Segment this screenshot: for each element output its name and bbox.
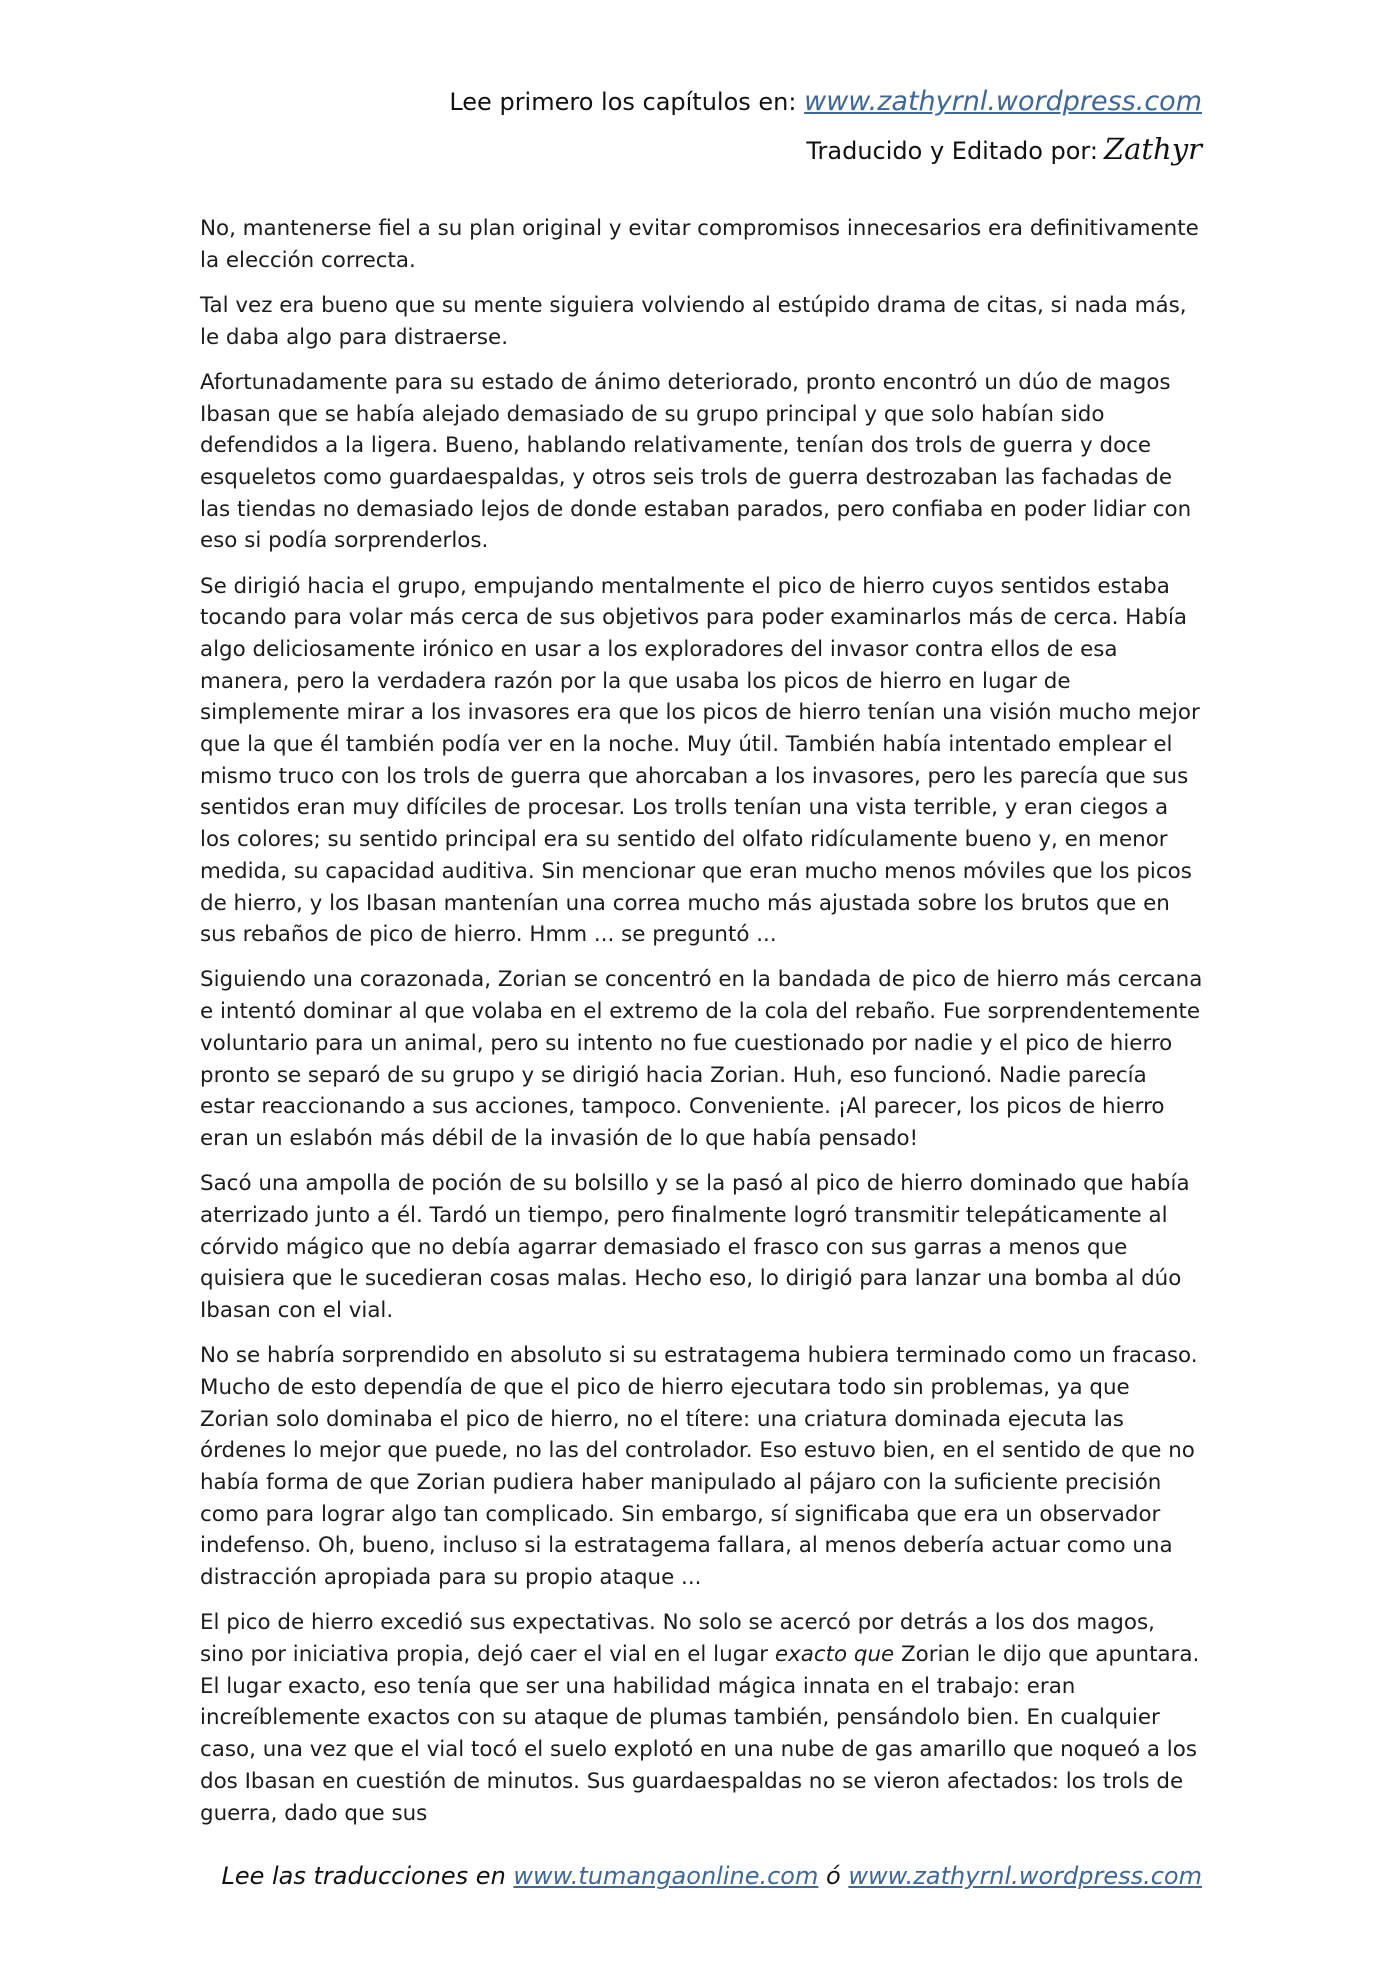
header-credits-label: Traducido y Editado por: — [806, 137, 1098, 165]
paragraph-8-emphasis: exacto que — [774, 1642, 895, 1668]
paragraph-8-part-2: Zorian le dijo que apuntara. El lugar exacto, eso tenía que ser una habilidad mágica innata en el trabajo: eran increíblemente exactos con su ataque de plumas también, pensándolo bien. En cualquier caso, una vez que el vial tocó el suelo explotó en una nube de gas amarillo que noqueó a los dos Ibasan en cuestión de minutos. Sus guardaespaldas no se vieron afectados: los trols de guerra, dado que sus — [200, 1642, 1200, 1826]
paragraph-2: Tal vez era bueno que su mente siguiera volviendo al estúpido drama de citas, si nada más, le daba algo para distraerse. — [200, 292, 1187, 350]
header-credits-line — [449, 132, 1202, 166]
chapter-text — [200, 213, 1205, 1843]
paragraph-8 — [200, 1607, 1205, 1829]
header-read-first-label: Lee primero los capítulos en: — [449, 88, 797, 116]
footer-label: Lee las traducciones en — [221, 1862, 506, 1890]
paragraph-4: Se dirigió hacia el grupo, empujando mentalmente el pico de hierro cuyos sentidos estaba tocando para volar más cerca de sus objetivos para poder examinarlos más de cerca. Había algo deliciosamente irónico en usar a los exploradores del invasor contra ellos de esa manera, pero la verdadera razón por la que usaba los picos de hierro en lugar de simplemente mirar a los invasores era que los picos de hierro tenían una visión mucho mejor que la que él también podía ver en la noche. Muy útil. También había intentado emplear el mismo truco con los trols de guerra que ahorcaban a los invasores, pero les parecía que sus sentidos eran muy difíciles de procesar. Los trolls tenían una vista terrible, y eran ciegos a los colores; su sentido principal era su sentido del olfato ridículamente bueno y, en menor medida, su capacidad auditiva. Sin mencionar que eran mucho menos móviles que los picos de hierro, y los Ibasan mantenían una correa mucho más ajustada sobre los brutos que en sus rebaños de pico de hierro. Hmm ... se preguntó ... — [200, 573, 1200, 948]
paragraph-1: No, mantenerse fiel a su plan original y evitar compromisos innecesarios era definitivamente la elección correcta. — [200, 216, 1199, 273]
footer-tumangaonline-link[interactable]: www.tumangaonline.com — [513, 1862, 819, 1890]
header-wordpress-link[interactable]: www.zathyrnl.wordpress.com — [804, 86, 1202, 117]
footer-wordpress-link[interactable]: www.zathyrnl.wordpress.com — [848, 1862, 1202, 1890]
page-footer — [221, 1862, 1202, 1890]
paragraph-7: No se habría sorprendido en absoluto si su estratagema hubiera terminado como un fracaso. Mucho de esto dependía de que el pico de hierro ejecutara todo sin problemas, ya que Zorian solo dominaba el pico de hierro, no el títere: una criatura dominada ejecuta las órdenes lo mejor que puede, no las del controlador. Eso estuvo bien, en el sentido de que no había forma de que Zorian pudiera haber manipulado al pájaro con la suficiente precisión como para lograr algo tan complicado. Sin embargo, sí significaba que era un observador indefenso. Oh, bueno, incluso si la estratagema fallara, al menos debería actuar como una distracción apropiada para su propio ataque ... — [200, 1343, 1198, 1591]
paragraph-8-part-1: El pico de hierro excedió sus expectativas. No solo se acercó por detrás a los dos magos, sino por iniciativa propia, dejó caer el vial en el lugar — [200, 1610, 1155, 1668]
header-read-first-line — [449, 88, 1202, 115]
paragraph-3: Afortunadamente para su estado de ánimo deteriorado, pronto encontró un dúo de magos Ibasan que se había alejado demasiado de su grupo principal y que solo habían sido defendidos a la ligera. Bueno, hablando relativamente, tenían dos trols de guerra y doce esqueletos como guardaespaldas, y otros seis trols de guerra destrozaban las fachadas de las tiendas no demasiado lejos de donde estaban parados, pero confiaba en poder lidiar con eso si podía sorprenderlos. — [200, 369, 1192, 554]
footer-separator: ó — [826, 1862, 841, 1890]
paragraph-6: Sacó una ampolla de poción de su bolsillo y se la pasó al pico de hierro dominado que había aterrizado junto a él. Tardó un tiempo, pero finalmente logró transmitir telepáticamente al córvido mágico que no debía agarrar demasiado el frasco con sus garras a menos que quisiera que le sucedieran cosas malas. Hecho eso, lo dirigió para lanzar una bomba al dúo Ibasan con el vial. — [200, 1171, 1190, 1323]
paragraph-5: Siguiendo una corazonada, Zorian se concentró en la bandada de pico de hierro más cercana e intentó dominar al que volaba en el extremo de la cola del rebaño. Fue sorprendentemente voluntario para un animal, pero su intento no fue cuestionado por nadie y el pico de hierro pronto se separó de su grupo y se dirigió hacia Zorian. Huh, eso funcionó. Nadie parecía estar reaccionando a sus acciones, tampoco. Conveniente. ¡Al parecer, los picos de hierro eran un eslabón más débil de la invasión de lo que había pensado! — [200, 967, 1203, 1151]
translator-name: Zathyr — [1103, 132, 1202, 166]
page-header — [449, 88, 1202, 164]
